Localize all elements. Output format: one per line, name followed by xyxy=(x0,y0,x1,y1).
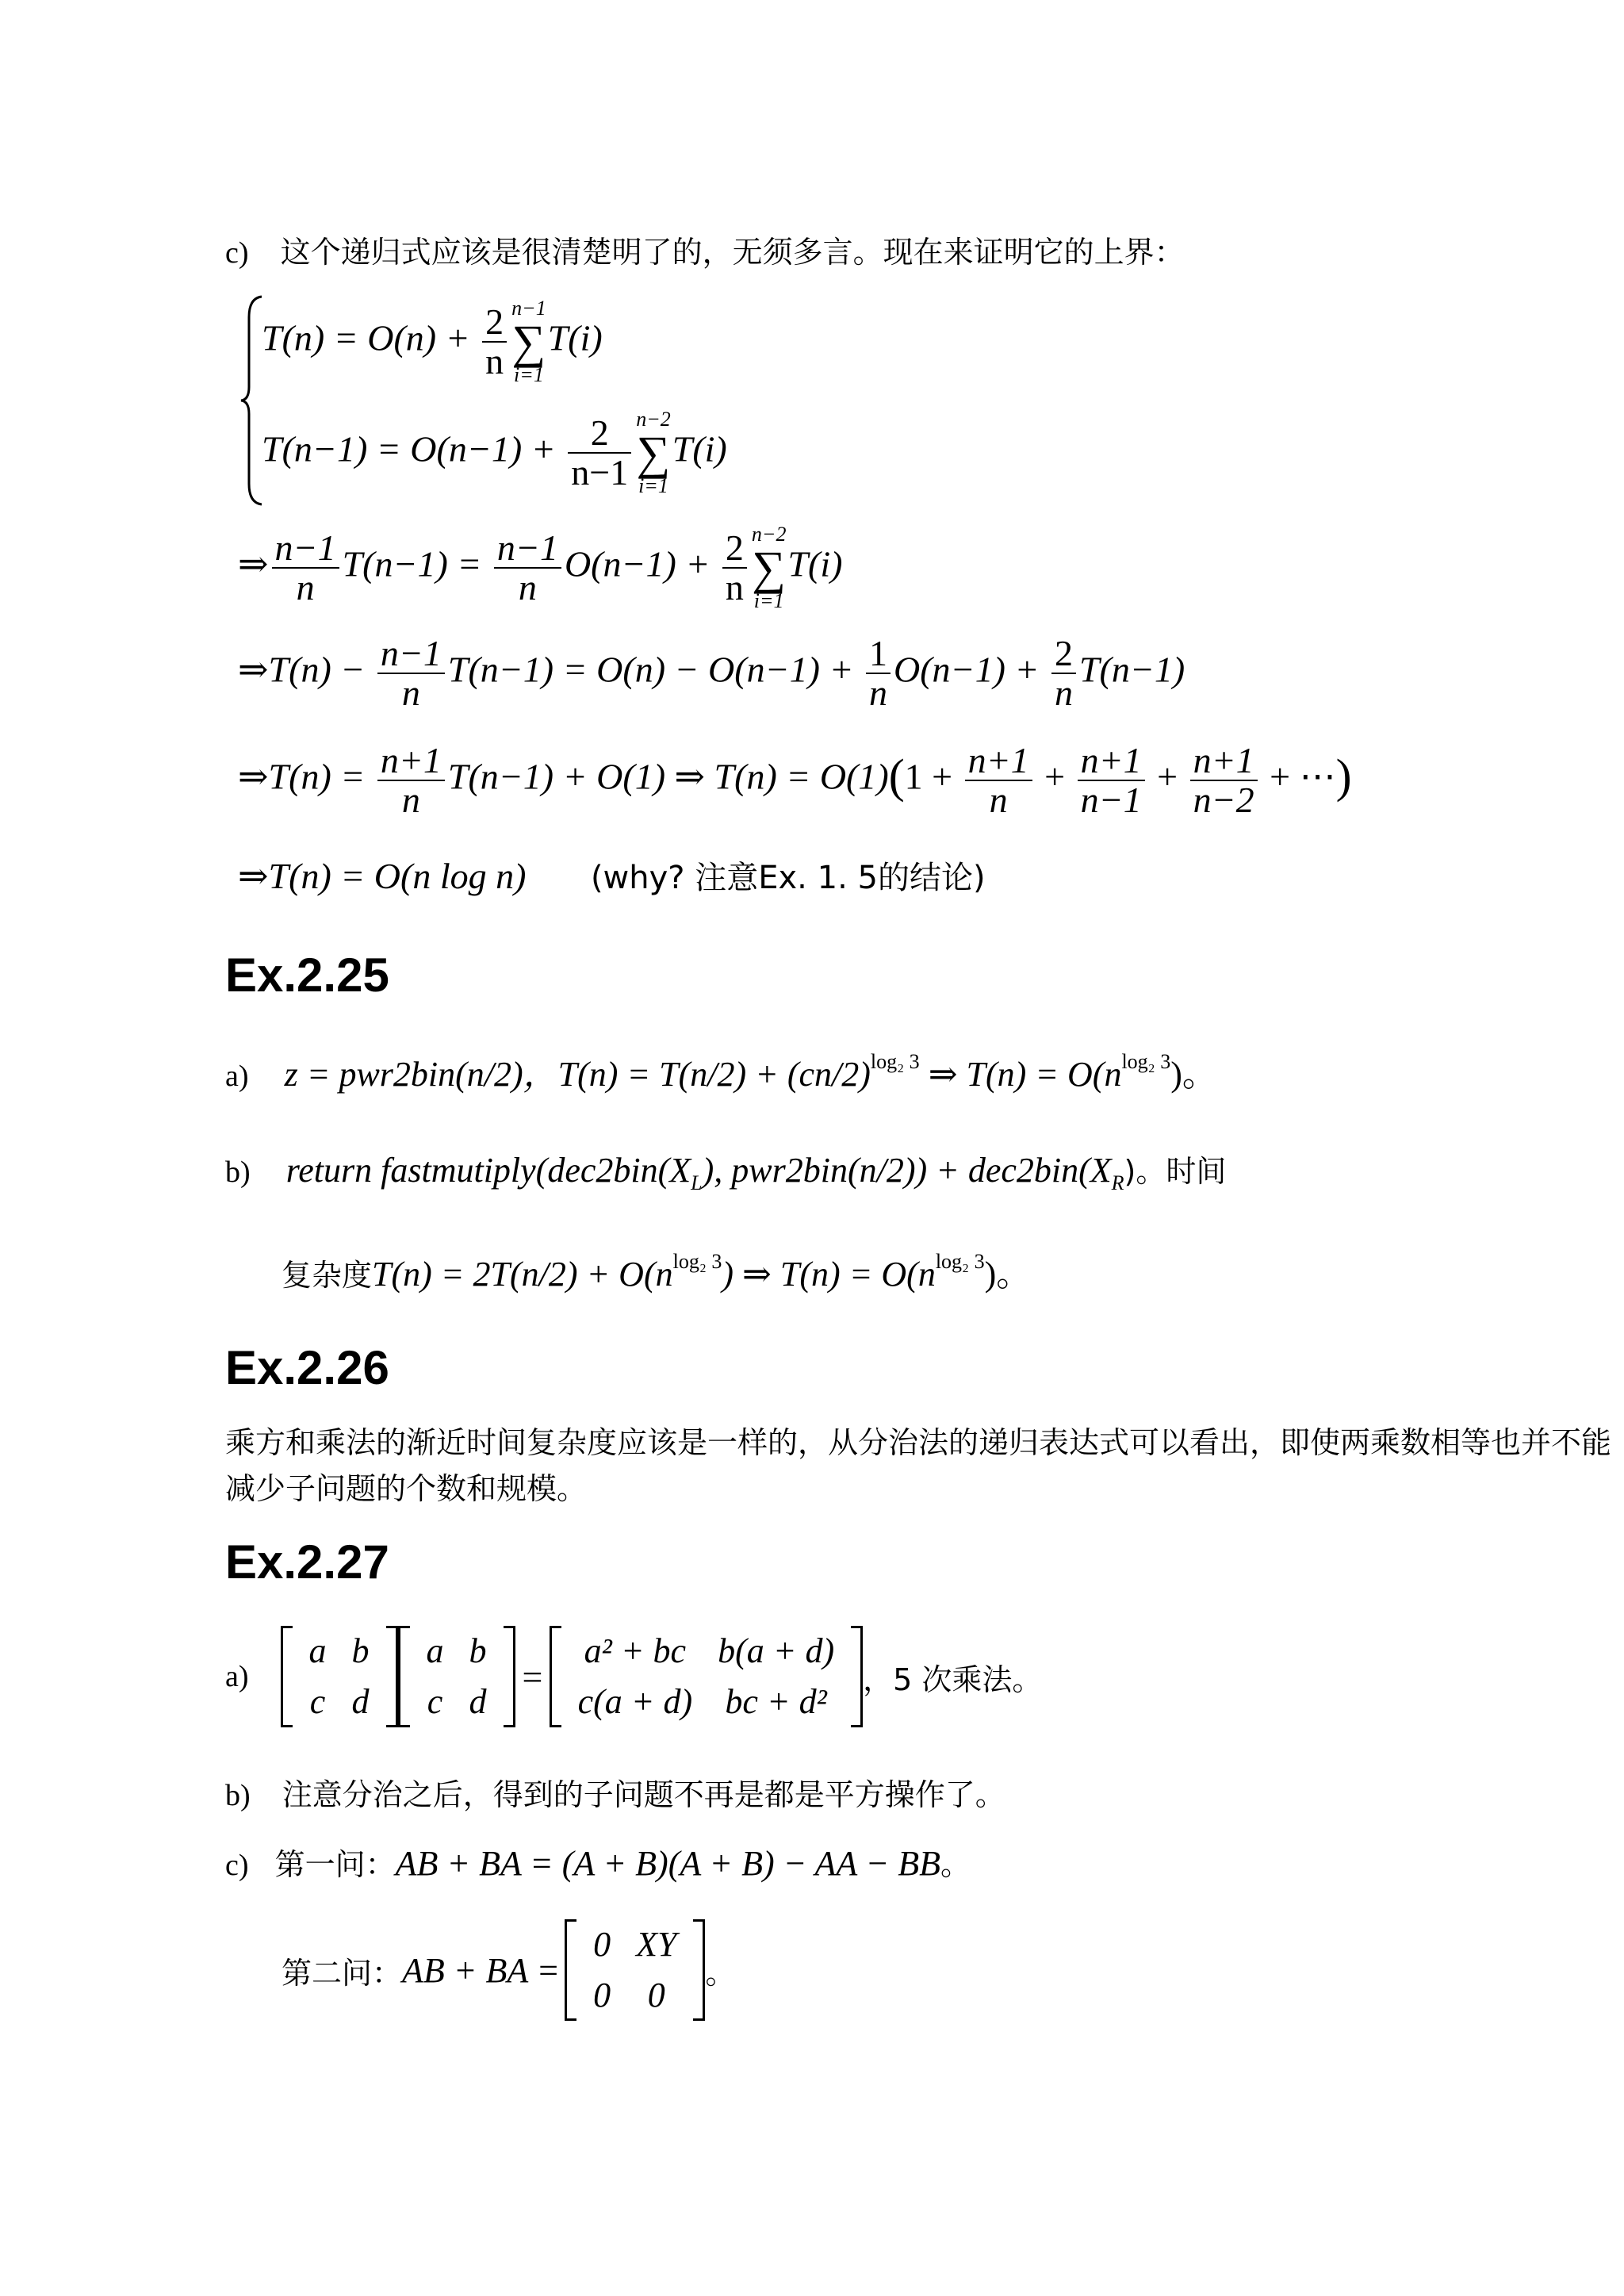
matrix-cell: 0 xyxy=(593,1925,611,1964)
ex227-c2-end: 。 xyxy=(705,1955,736,1991)
sum-lower: i=1 xyxy=(753,589,784,612)
sum-upper: n−2 xyxy=(751,523,787,546)
fraction-den: n xyxy=(296,567,315,608)
fraction xyxy=(377,634,445,712)
complexity-prefix: 复杂度 xyxy=(282,1258,373,1293)
math-expr: ) ⇒ T(n) = O(n xyxy=(722,1255,936,1294)
proof-line-1 xyxy=(262,297,603,386)
plus-sign: + xyxy=(1035,756,1074,797)
matrix-table xyxy=(414,1626,500,1727)
fraction-num: 2 xyxy=(568,414,631,454)
matrix-cell: c xyxy=(427,1682,443,1721)
matrix-row xyxy=(297,1677,382,1727)
section-c-text: 这个递归式应该是很清楚明了的，无须多言。现在来证明它的上界： xyxy=(280,235,1185,270)
matrix-cell: bc + d² xyxy=(725,1682,827,1721)
proof-expr: O(n−1) + xyxy=(564,543,719,585)
fraction-den: n xyxy=(401,673,420,713)
matrix-cell: 0 xyxy=(647,1976,665,2014)
matrix-row xyxy=(565,1626,848,1677)
ex227-item-c xyxy=(225,1840,971,1884)
matrix-cell: c xyxy=(309,1682,326,1721)
fraction xyxy=(1051,634,1076,712)
matrix-row xyxy=(297,1626,382,1677)
matrix-cell: b xyxy=(469,1631,487,1670)
fraction-den: n xyxy=(485,341,504,381)
matrix-cell: d xyxy=(351,1682,370,1721)
fraction-den: n xyxy=(989,780,1008,820)
ex227-b-text: 注意分治之后，得到的子问题不再是都是平方操作了。 xyxy=(282,1777,1005,1812)
subscript: R xyxy=(1111,1171,1124,1194)
proof-expr: T(n−1) + O(1) ⇒ T(n) = O(1) xyxy=(447,756,889,797)
fraction-num: 2 xyxy=(1051,634,1076,674)
subscript: L xyxy=(691,1171,703,1194)
fraction-num: n−1 xyxy=(377,634,445,674)
proof-expr: T(n−1) = O(n−1) + xyxy=(262,428,565,470)
heading-ex-2-26: Ex.2.26 xyxy=(225,1341,389,1394)
fraction-num: 2 xyxy=(482,303,507,343)
summation xyxy=(636,408,671,497)
item-label: a) xyxy=(225,1660,249,1693)
proof-expr: 1 + xyxy=(904,756,962,797)
matrix-table xyxy=(565,1626,848,1727)
fraction xyxy=(568,414,631,492)
fraction xyxy=(272,529,339,607)
ex225-item-b-cont xyxy=(282,1245,1031,1296)
fraction xyxy=(377,742,445,819)
ex225-item-b xyxy=(225,1147,1226,1195)
matrix-row xyxy=(414,1677,500,1727)
fraction-den: n xyxy=(869,673,887,713)
fraction xyxy=(1190,742,1258,819)
summation xyxy=(752,523,787,612)
proof-line-2 xyxy=(262,408,727,497)
fraction-num: n−1 xyxy=(272,529,339,569)
proof-note: (why? 注意Ex. 1. 5的结论) xyxy=(590,860,986,896)
sum-lower: i=1 xyxy=(638,474,668,497)
ex225-b2-math xyxy=(372,1250,1032,1294)
ex227-c2-math: AB + BA = xyxy=(402,1950,561,1990)
math-end: )。 xyxy=(1170,1055,1217,1094)
exponent: log₂ 3 xyxy=(672,1250,722,1273)
proof-expr: ⇒T(n) = xyxy=(238,756,374,797)
proof-expr: T(n−1) = xyxy=(342,543,491,585)
item-label: c) xyxy=(225,1849,249,1882)
sum-upper: n−2 xyxy=(636,408,671,431)
fraction-num: n+1 xyxy=(377,742,445,781)
sigma-symbol: ∑ xyxy=(636,427,671,479)
fraction-num: 2 xyxy=(722,529,747,569)
fraction-den: n xyxy=(725,567,744,608)
matrix-table xyxy=(580,1919,689,2021)
ex227-c-end: 。 xyxy=(940,1847,971,1882)
matrix-cell: a² + bc xyxy=(584,1631,687,1670)
ex227-c-math: AB + BA = (A + B)(A + B) − AA − BB xyxy=(395,1844,940,1883)
matrix-xy xyxy=(565,1919,705,2021)
matrix-cell: b(a + d) xyxy=(718,1631,835,1670)
proof-expr: O(n−1) + xyxy=(894,649,1048,690)
implies-arrow: ⇒ xyxy=(238,543,269,585)
fraction-num: n+1 xyxy=(1078,742,1145,781)
proof-expr: T(n) = O(n) + xyxy=(262,317,480,358)
fraction-den: n xyxy=(1054,673,1073,713)
proof-expr-tail: T(i) xyxy=(547,317,603,358)
math-expr: ), pwr2bin(n/2)) + dec2bin(X xyxy=(702,1151,1112,1190)
ex225-b-math xyxy=(285,1151,1227,1194)
exponent: log₂ 3 xyxy=(1121,1050,1171,1073)
ex227-item-c2 xyxy=(282,1919,736,2021)
math-end: )。时间 xyxy=(1124,1154,1227,1189)
proof-expr-tail: T(i) xyxy=(787,543,843,585)
proof-line-6 xyxy=(238,853,986,898)
ex227-c-prefix: 第一问： xyxy=(274,1847,396,1882)
math-expr: z = pwr2bin(n/2)，T(n) = T(n/2) + (cn/2) xyxy=(284,1055,871,1094)
item-label: b) xyxy=(225,1156,251,1189)
fraction-num: n+1 xyxy=(1190,742,1258,781)
math-expr: return fastmutiply(dec2bin(X xyxy=(285,1151,691,1190)
matrix-row xyxy=(580,1970,689,2021)
section-c-intro xyxy=(225,230,1185,275)
fraction-den: n−1 xyxy=(1080,780,1142,820)
big-paren-open: ( xyxy=(888,749,905,803)
math-expr: ⇒ T(n) = O(n xyxy=(919,1055,1122,1094)
matrix-cell: a xyxy=(426,1631,444,1670)
matrix-row xyxy=(565,1677,848,1727)
math-end: )。 xyxy=(984,1255,1032,1294)
matrix-cell: a xyxy=(308,1631,327,1670)
matrix-cell: b xyxy=(351,1631,370,1670)
fraction-den: n−1 xyxy=(571,452,629,493)
fraction xyxy=(1078,742,1145,819)
fraction-num: 1 xyxy=(866,634,891,674)
item-label: c) xyxy=(225,236,249,270)
fraction-den: n−2 xyxy=(1193,780,1254,820)
big-paren-close: ) xyxy=(1335,749,1352,803)
sigma-symbol: ∑ xyxy=(752,542,787,594)
fraction xyxy=(866,634,891,712)
matrix-cell: 0 xyxy=(593,1976,611,2014)
matrix-result xyxy=(550,1626,864,1727)
math-expr: T(n) = 2T(n/2) + O(n xyxy=(372,1255,673,1294)
item-label: b) xyxy=(225,1779,251,1812)
summation xyxy=(511,297,546,386)
matrix-left xyxy=(281,1626,398,1727)
exponent: log₂ 3 xyxy=(870,1050,920,1073)
ex227-item-b xyxy=(225,1773,1005,1818)
fraction-num: n−1 xyxy=(494,529,561,569)
ex225-a-math xyxy=(284,1050,1217,1094)
matrix-cell: c(a + d) xyxy=(577,1682,693,1721)
item-label: a) xyxy=(225,1060,249,1093)
matrix-table xyxy=(297,1626,382,1727)
matrix-row xyxy=(414,1626,500,1677)
proof-expr: ⇒T(n) − xyxy=(238,649,374,690)
proof-expr: T(n−1) = O(n) − O(n−1) + xyxy=(447,649,863,690)
matrix-row xyxy=(580,1919,689,1970)
ex225-item-a xyxy=(225,1045,1217,1096)
matrix-cell: d xyxy=(469,1682,487,1721)
proof-line-4 xyxy=(238,634,1185,712)
fraction-den: n xyxy=(401,780,420,820)
ellipsis: + ⋯ xyxy=(1260,756,1336,797)
heading-ex-2-25: Ex.2.25 xyxy=(225,949,389,1002)
ex226-text: 乘方和乘法的渐近时间复杂度应该是一样的，从分治法的递归表达式可以看出，即使两乘数相等也并不能减少子问题的个数和规模。 xyxy=(225,1425,1612,1506)
fraction xyxy=(722,529,747,607)
ex227-c2-prefix: 第二问： xyxy=(282,1955,403,1991)
fraction xyxy=(494,529,561,607)
equals-sign: = xyxy=(519,1656,545,1697)
fraction xyxy=(482,303,507,381)
sum-upper: n−1 xyxy=(511,297,546,320)
sigma-symbol: ∑ xyxy=(511,316,546,368)
proof-line-3 xyxy=(238,523,842,612)
fraction-den: n xyxy=(518,567,537,608)
matrix-right xyxy=(398,1626,515,1727)
exponent: log₂ 3 xyxy=(935,1250,985,1273)
heading-ex-2-27: Ex.2.27 xyxy=(225,1535,389,1589)
sum-lower: i=1 xyxy=(514,363,544,386)
matrix-cell: XY xyxy=(636,1925,677,1964)
ex227-a-tail: ，5 次乘法。 xyxy=(863,1662,1043,1697)
ex227-item-a xyxy=(225,1626,1042,1727)
proof-expr-tail: T(i) xyxy=(672,428,727,470)
proof-expr: ⇒T(n) = O(n log n) xyxy=(238,856,527,896)
plus-sign: + xyxy=(1147,756,1187,797)
proof-line-5 xyxy=(238,742,1352,819)
fraction xyxy=(965,742,1032,819)
fraction-num: n+1 xyxy=(965,742,1032,781)
proof-expr: T(n−1) xyxy=(1078,649,1185,690)
